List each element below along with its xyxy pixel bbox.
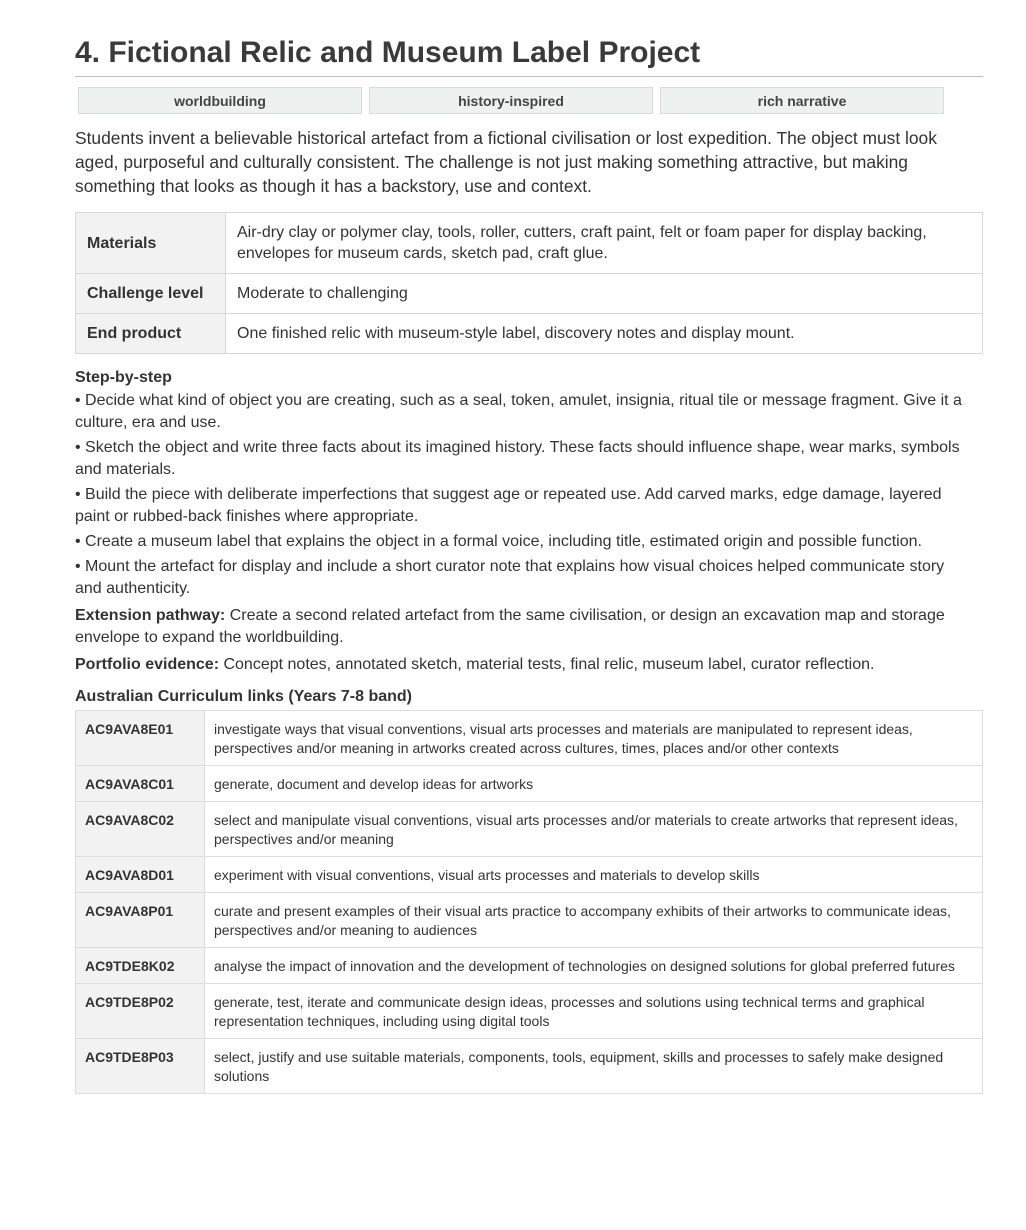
curriculum-description: generate, test, iterate and communicate design ideas, processes and solutions using technical terms and graphical representation techniques, including using digital tools bbox=[205, 984, 983, 1039]
curriculum-description: generate, document and develop ideas for artworks bbox=[205, 766, 983, 802]
curriculum-row bbox=[76, 984, 983, 1039]
curriculum-row bbox=[76, 766, 983, 802]
curriculum-table bbox=[75, 710, 983, 1094]
curriculum-description: investigate ways that visual conventions, visual arts processes and materials are manipulated to represent ideas, perspectives and/or meaning in artworks created across cultures, times, places and/or other contexts bbox=[205, 711, 983, 766]
info-label: Challenge level bbox=[76, 274, 226, 314]
curriculum-row bbox=[76, 1039, 983, 1094]
extension-pathway bbox=[75, 605, 955, 649]
curriculum-code: AC9AVA8C02 bbox=[76, 802, 205, 857]
curriculum-description: select and manipulate visual conventions, visual arts processes and/or materials to create artworks that represent ideas, perspectives and/or meaning bbox=[205, 802, 983, 857]
info-value: Air-dry clay or polymer clay, tools, roller, cutters, craft paint, felt or foam paper for display backing, envelopes for museum cards, sketch pad, craft glue. bbox=[226, 213, 983, 274]
info-row-challenge-level bbox=[76, 274, 983, 314]
step-item: • Decide what kind of object you are creating, such as a seal, token, amulet, insignia, ritual tile or message fragment. Give it a culture, era and use. bbox=[75, 392, 962, 431]
curriculum-code: AC9AVA8C01 bbox=[76, 766, 205, 802]
intro-paragraph: Students invent a believable historical artefact from a fictional civilisation or lost expedition. The object must look aged, purposeful and culturally consistent. The challenge is not just making something attractive, but making something that looks as though it has a backstory, use and context. bbox=[75, 128, 937, 196]
curriculum-code: AC9AVA8E01 bbox=[76, 711, 205, 766]
curriculum-description: select, justify and use suitable materials, components, tools, equipment, skills and processes to safely make designed solutions bbox=[205, 1039, 983, 1094]
tag-worldbuilding: worldbuilding bbox=[78, 87, 362, 114]
curriculum-row bbox=[76, 711, 983, 766]
curriculum-code: AC9TDE8K02 bbox=[76, 948, 205, 984]
curriculum-row bbox=[76, 948, 983, 984]
extension-label: Extension pathway: bbox=[75, 607, 226, 624]
step-item: • Build the piece with deliberate imperfections that suggest age or repeated use. Add carved marks, edge damage, layered paint or rubbed-back finishes where appropriate. bbox=[75, 486, 942, 525]
info-row-materials bbox=[76, 213, 983, 274]
info-label: End product bbox=[76, 314, 226, 354]
steps-list bbox=[75, 390, 975, 600]
curriculum-description: analyse the impact of innovation and the development of technologies on designed solutions for global preferred futures bbox=[205, 948, 983, 984]
extension-text: Create a second related artefact from the same civilisation, or design an excavation map and storage envelope to expand the worldbuilding. bbox=[75, 607, 945, 646]
project-info-table bbox=[75, 212, 983, 354]
info-value: One finished relic with museum-style label, discovery notes and display mount. bbox=[226, 314, 983, 354]
page-title: 4. Fictional Relic and Museum Label Project bbox=[75, 36, 701, 69]
curriculum-row bbox=[76, 802, 983, 857]
step-item: • Sketch the object and write three facts about its imagined history. These facts should influence shape, wear marks, symbols and materials. bbox=[75, 439, 960, 478]
title-divider bbox=[75, 76, 983, 77]
step-item: • Create a museum label that explains the object in a formal voice, including title, estimated origin and possible function. bbox=[75, 533, 922, 550]
curriculum-description: experiment with visual conventions, visual arts processes and materials to develop skills bbox=[205, 857, 983, 893]
info-row-end-product bbox=[76, 314, 983, 354]
info-value: Moderate to challenging bbox=[226, 274, 983, 314]
portfolio-text: Concept notes, annotated sketch, material tests, final relic, museum label, curator reflection. bbox=[219, 656, 875, 673]
step-item: • Mount the artefact for display and include a short curator note that explains how visual choices helped communicate story and authenticity. bbox=[75, 558, 945, 597]
curriculum-row bbox=[76, 857, 983, 893]
curriculum-code: AC9AVA8P01 bbox=[76, 893, 205, 948]
curriculum-heading: Australian Curriculum links (Years 7-8 band) bbox=[75, 688, 412, 705]
tag-list bbox=[78, 87, 983, 114]
tag-history-inspired: history-inspired bbox=[369, 87, 653, 114]
steps-heading: Step-by-step bbox=[75, 369, 172, 386]
curriculum-code: AC9TDE8P02 bbox=[76, 984, 205, 1039]
info-label: Materials bbox=[76, 213, 226, 274]
curriculum-row bbox=[76, 893, 983, 948]
portfolio-label: Portfolio evidence: bbox=[75, 656, 220, 673]
curriculum-description: curate and present examples of their visual arts practice to accompany exhibits of their artworks to communicate ideas, perspectives and/or meaning to audiences bbox=[205, 893, 983, 948]
curriculum-code: AC9AVA8D01 bbox=[76, 857, 205, 893]
portfolio-evidence bbox=[75, 654, 955, 676]
tag-rich-narrative: rich narrative bbox=[660, 87, 944, 114]
curriculum-code: AC9TDE8P03 bbox=[76, 1039, 205, 1094]
